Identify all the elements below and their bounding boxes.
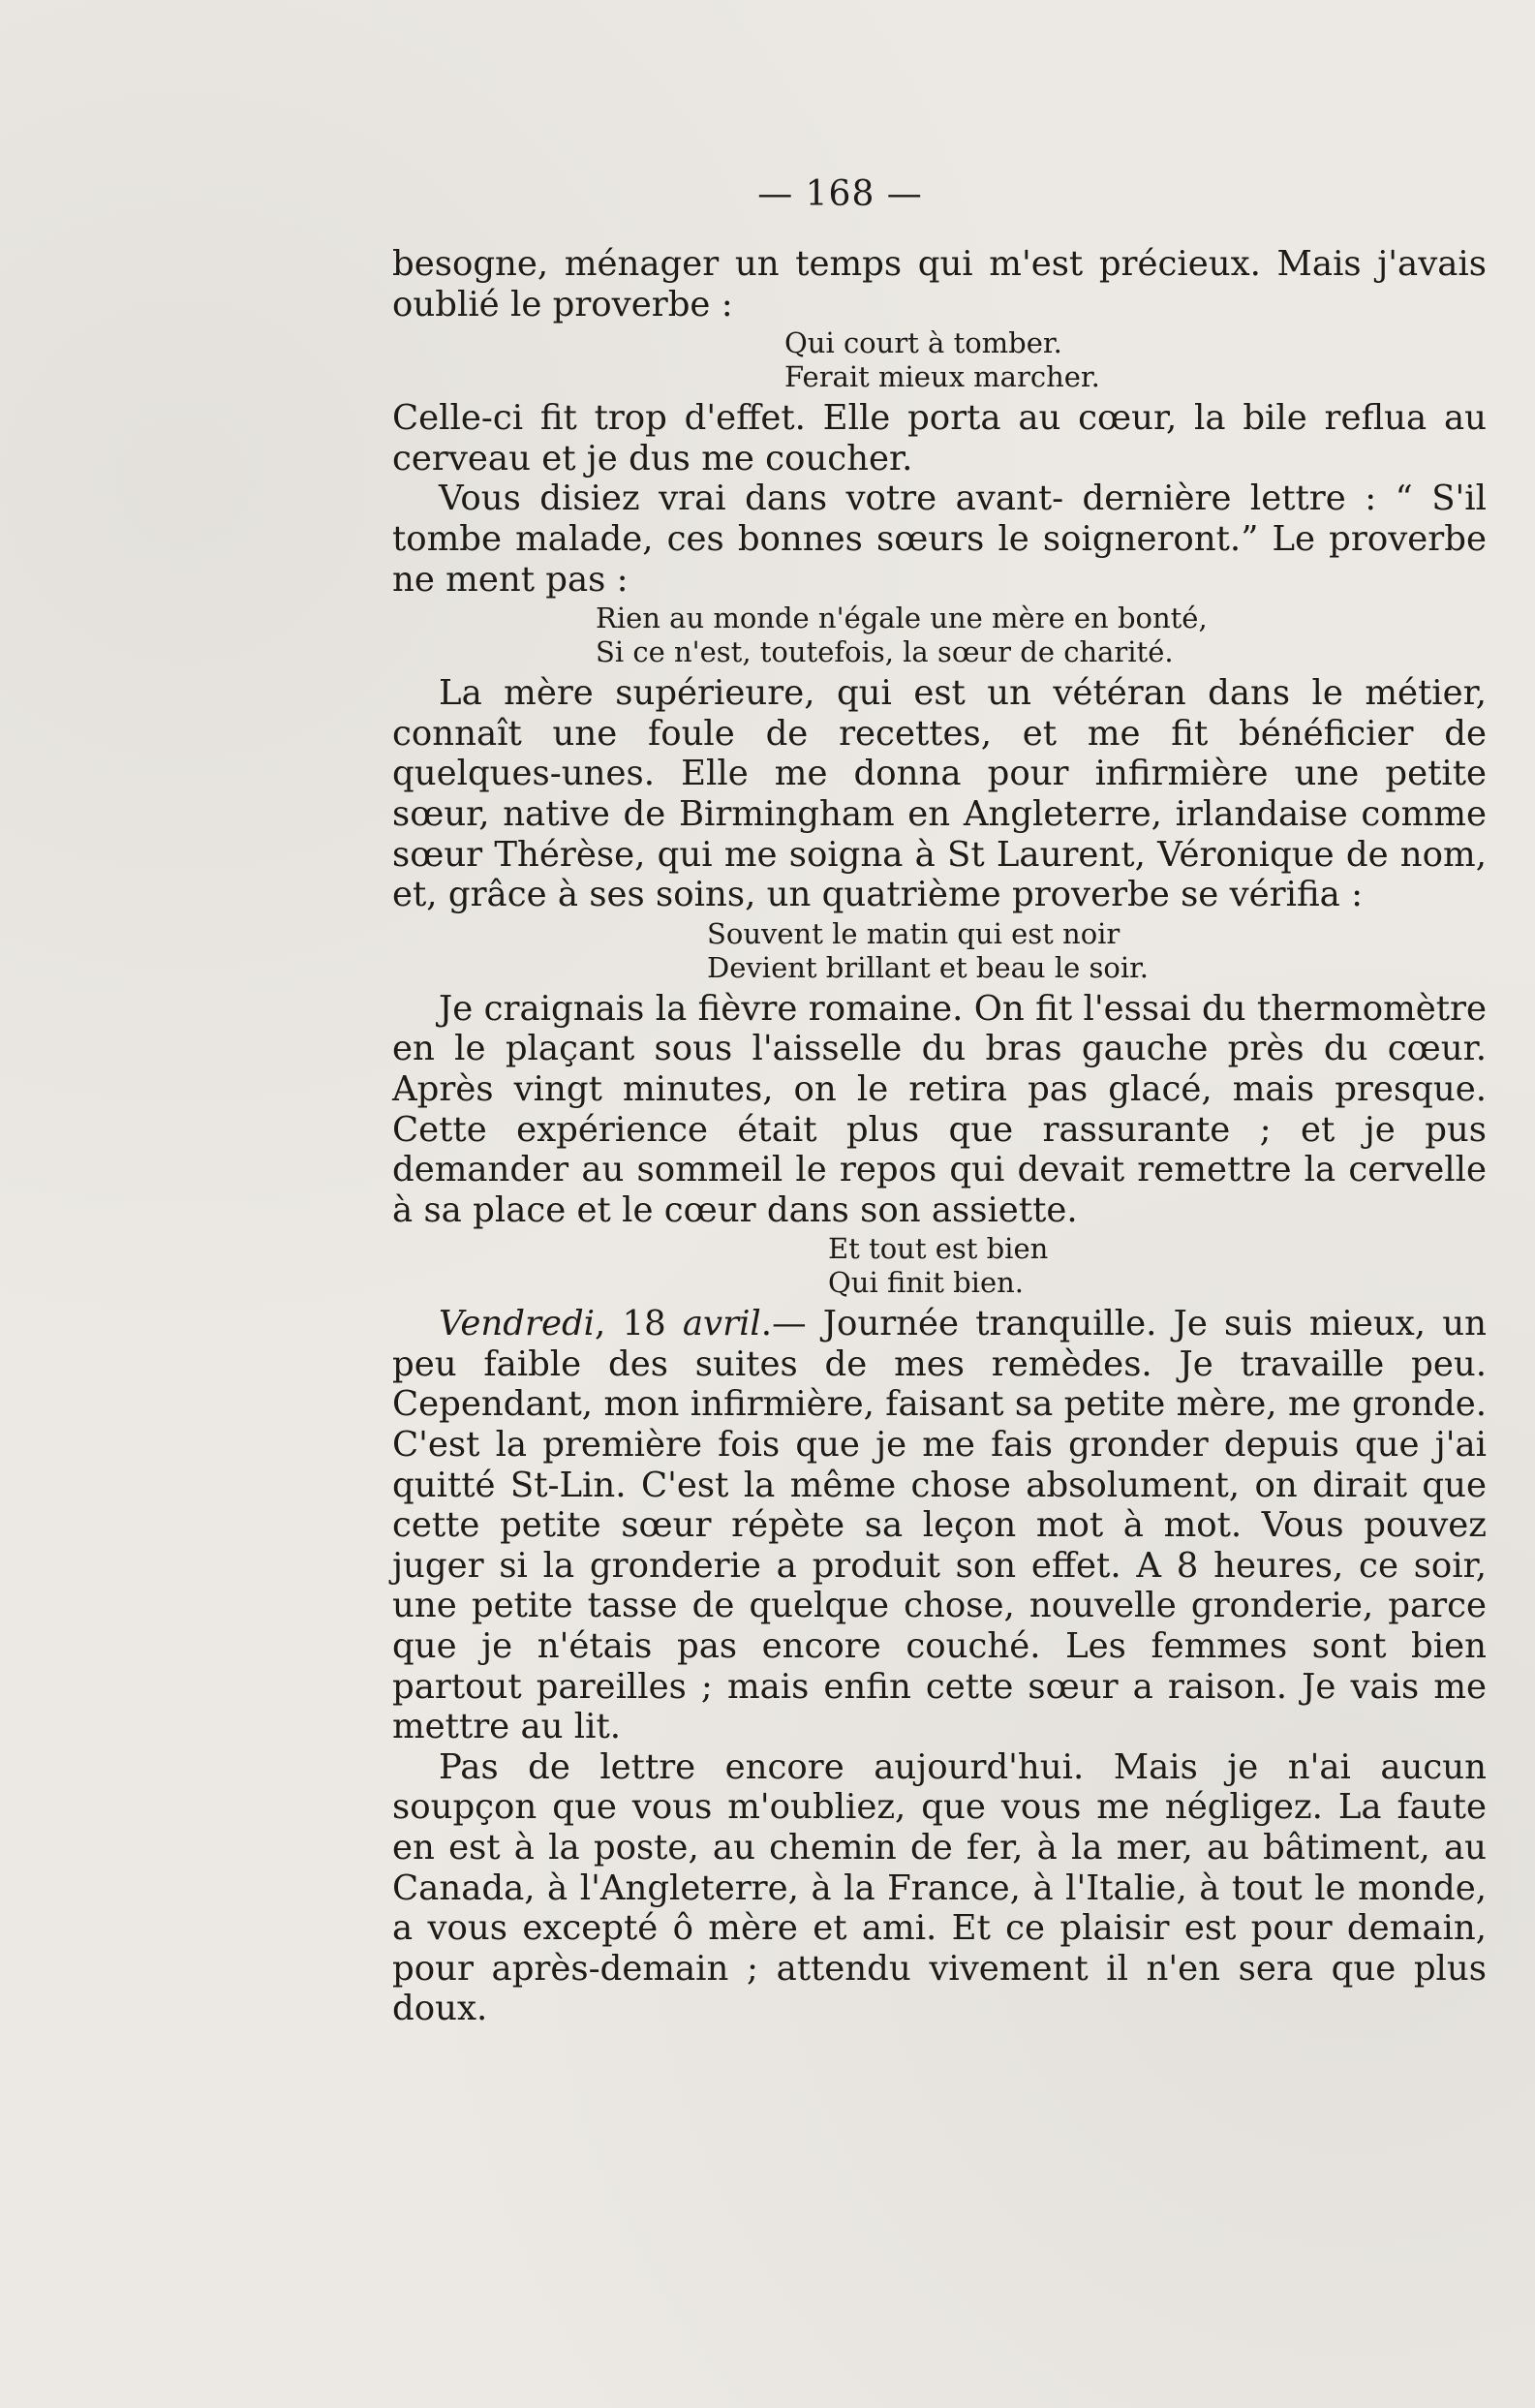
paragraph: La mère supérieure, qui est un vétéran dans le métier, connaît une foule de recettes, et me fit bénéficier de quelques-unes. Elle me donna pour infirmière une petite sœur, native de Birmingham en Angleterre, irlandaise comme sœur Thérèse, qui me soigna à St Laurent, Véronique de nom, et, grâce à ses soins, un quatrième proverbe se vérifia : bbox=[392, 673, 1487, 915]
paragraph: besogne, ménager un temps qui m'est précieux. Mais j'avais oublié le proverbe : bbox=[392, 244, 1487, 324]
entry-text: .— Journée tranquille. Je suis mieux, un peu faible des suites de mes remèdes. Je travaille peu. Cependant, mon infirmière, faisant sa petite mère, me gronde. C'est la première fois que je me fais gronder depuis que j'ai quitté St-Lin. C'est la même chose absolument, on dirait que cette petite sœur répète sa leçon mot à mot. Vous pouvez juger si la gronderie a produit son effet. A 8 heures, ce soir, une petite tasse de quelque chose, nouvelle gronderie, parce que je n'étais pas encore couché. Les femmes sont bien partout pareilles ; mais enfin cette sœur a raison. Je vais me mettre au lit. bbox=[392, 1304, 1487, 1747]
dated-entry bbox=[392, 1304, 1487, 1747]
verse bbox=[392, 1232, 1487, 1300]
verse-line: Ferait mieux marcher. bbox=[784, 360, 1100, 394]
verse bbox=[392, 326, 1487, 394]
verse-line: Souvent le matin qui est noir bbox=[707, 916, 1121, 950]
entry-month: avril bbox=[682, 1304, 761, 1344]
page-body bbox=[392, 244, 1487, 2029]
verse bbox=[392, 602, 1487, 669]
verse-line: Rien au monde n'égale une mère en bonté, bbox=[596, 602, 1208, 635]
paragraph: Vous disiez vrai dans votre avant- dernière lettre : “ S'il tombe malade, ces bonnes sœurs le soigneront.” Le proverbe ne ment pas : bbox=[392, 479, 1487, 600]
verse-line: Et tout est bien bbox=[828, 1232, 1049, 1266]
paragraph: Pas de lettre encore aujourd'hui. Mais je n'ai aucun soupçon que vous m'oubliez, que vous me négligez. La faute en est à la poste, au chemin de fer, à la mer, au bâtiment, au Canada, à l'Angleterre, à la France, à l'Italie, à tout le monde, a vous excepté ô mère et ami. Et ce plaisir est pour demain, pour après-demain ; attendu vivement il n'en sera que plus doux. bbox=[392, 1746, 1487, 2029]
paragraph: Je craignais la fièvre romaine. On fit l'essai du thermomètre en le plaçant sous l'aisselle du bras gauche près du cœur. Après vingt minutes, on le retira pas glacé, mais presque. Cette expérience était plus que rassurante ; et je pus demander au sommeil le repos qui devait remettre la cervelle à sa place et le cœur dans son assiette. bbox=[392, 988, 1487, 1230]
page-number: — 168 — bbox=[757, 174, 923, 214]
entry-day: Vendredi bbox=[439, 1304, 596, 1344]
paragraph: Celle-ci fit trop d'effet. Elle porta au cœur, la bile reflua au cerveau et je dus me coucher. bbox=[392, 398, 1487, 479]
verse bbox=[392, 917, 1487, 985]
verse-line: Devient brillant et beau le soir. bbox=[707, 950, 1149, 984]
verse-line: Qui court à tomber. bbox=[784, 326, 1062, 360]
verse-line: Si ce n'est, toutefois, la sœur de charité. bbox=[596, 635, 1174, 669]
entry-date-number: , 18 bbox=[595, 1304, 683, 1344]
verse-line: Qui finit bien. bbox=[828, 1266, 1025, 1300]
